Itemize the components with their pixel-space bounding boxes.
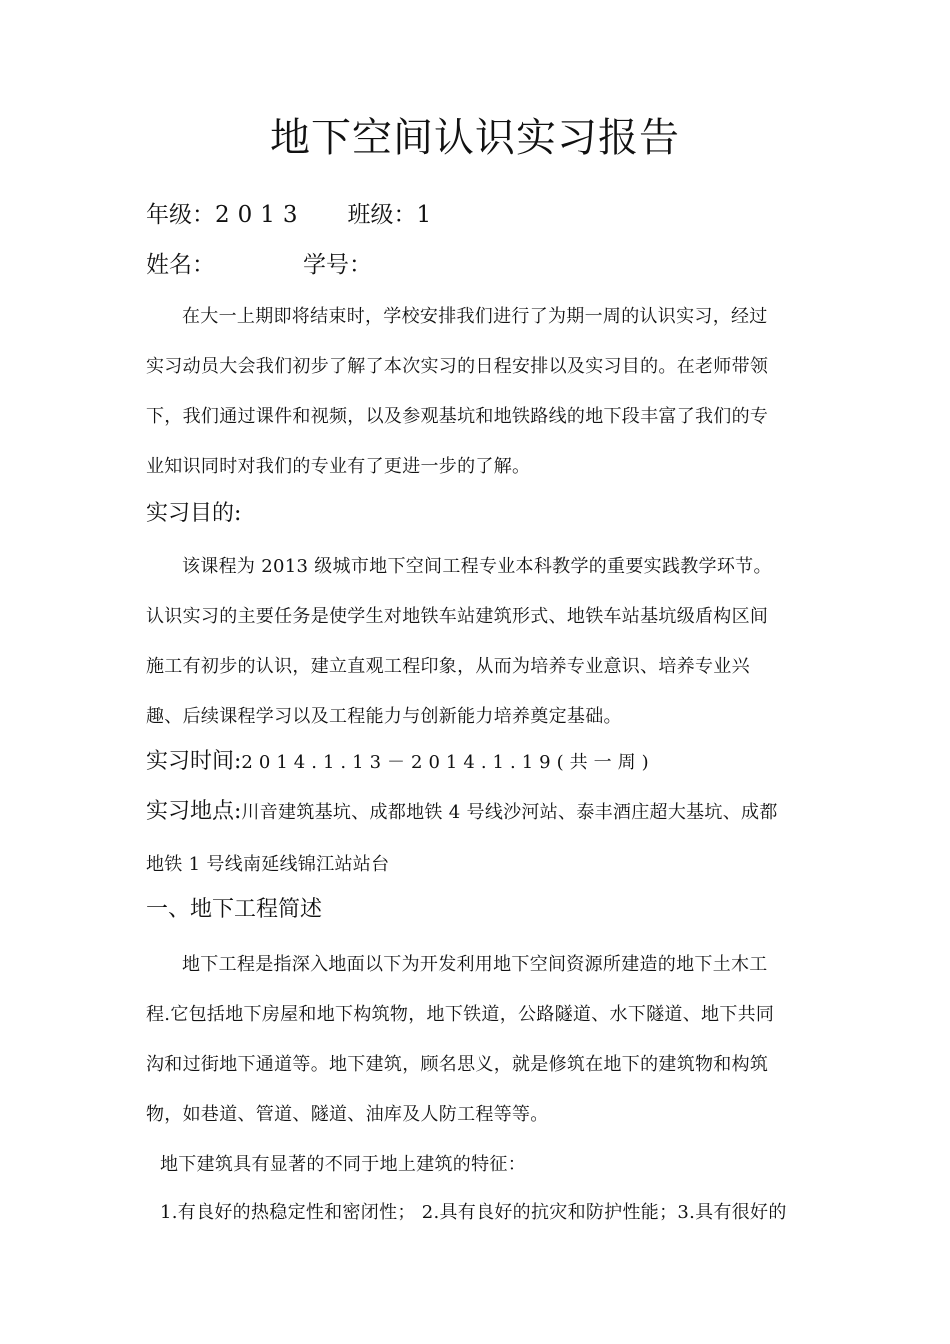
feature-intro: 地下建筑具有显著的不同于地上建筑的特征： <box>160 1154 526 1175</box>
time-row <box>146 744 810 775</box>
name-label: 姓名： <box>146 252 215 278</box>
class-value: 1 <box>416 202 432 228</box>
purpose-line: 该课程为 2013 级城市地下空间工程专业本科教学的重要实践教学环节。 <box>182 556 772 577</box>
location-continued: 地铁 1 号线南延线锦江站站台 <box>146 854 390 875</box>
section-line: 沟和过街地下通道等。地下建筑，顾名思义，就是修筑在地下的建筑物和构筑 <box>146 1054 769 1075</box>
class-label: 班级： <box>347 202 417 228</box>
purpose-heading: 实习目的: <box>146 501 242 526</box>
intro-line: 实习动员大会我们初步了解了本次实习的日程安排以及实习目的。在老师带领 <box>146 356 769 377</box>
student-id-label: 学号： <box>303 252 372 278</box>
section-heading: 一、地下工程简述 <box>146 897 323 922</box>
feature-line: 1.有良好的热稳定性和密闭性； 2.具有良好的抗灾和防护性能；3.具有很好的 <box>160 1202 787 1223</box>
location-row <box>146 794 810 825</box>
intro-line: 在大一上期即将结束时，学校安排我们进行了为期一周的认识实习，经过 <box>182 306 768 327</box>
grade-class-row <box>146 196 810 229</box>
section-line: 程.它包括地下房屋和地下构筑物，地下铁道，公路隧道、水下隧道、地下共同 <box>146 1004 775 1025</box>
intro-line: 下，我们通过课件和视频，以及参观基坑和地铁路线的地下段丰富了我们的专 <box>146 406 769 427</box>
purpose-line: 趣、后续课程学习以及工程能力与创新能力培养奠定基础。 <box>146 706 622 727</box>
intro-line: 业知识同时对我们的专业有了更进一步的了解。 <box>146 456 531 477</box>
purpose-line: 认识实习的主要任务是使学生对地铁车站建筑形式、地铁车站基坑级盾构区间 <box>146 606 769 627</box>
location-label: 实习地点: <box>146 799 242 824</box>
section-line: 地下工程是指深入地面以下为开发利用地下空间资源所建造的地下土木工 <box>182 954 768 975</box>
document-title: 地下空间认识实习报告 <box>270 115 680 161</box>
location-value: 川音建筑基坑、成都地铁 4 号线沙河站、泰丰酒庄超大基坑、成都 <box>241 802 778 823</box>
name-id-row <box>146 246 810 279</box>
purpose-line: 施工有初步的认识，建立直观工程印象，从而为培养专业意识、培养专业兴 <box>146 656 750 677</box>
section-line: 物，如巷道、管道、隧道、油库及人防工程等等。 <box>146 1104 549 1125</box>
grade-value: 2013 <box>215 202 306 228</box>
time-value: 2014.1.13－2014.1.19(共一周) <box>241 752 655 773</box>
grade-label: 年级： <box>146 202 215 228</box>
time-label: 实习时间: <box>146 749 242 774</box>
